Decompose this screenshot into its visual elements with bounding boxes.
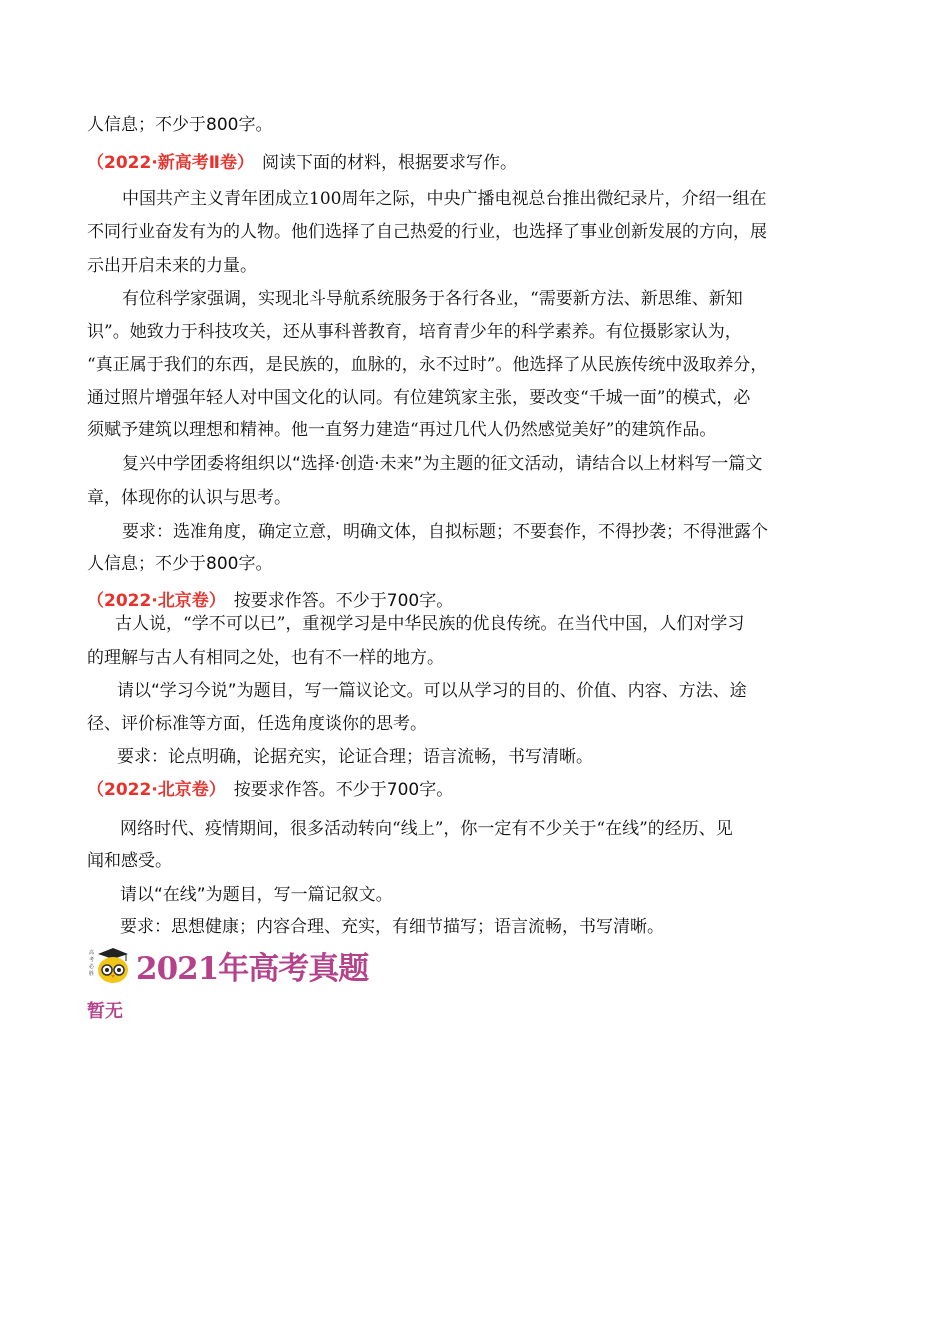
paragraph-line: 请以“在线”为题目，写一篇记叙文。 xyxy=(120,885,393,905)
paragraph-line: 径、评价标准等方面，任选角度谈你的思考。 xyxy=(87,714,427,734)
question-header xyxy=(87,152,877,174)
graduate-owl-logo-icon xyxy=(88,944,138,988)
paragraph-line: 有位科学家强调，实现北斗导航系统服务于各行各业，“需要新方法、新思维、新知 xyxy=(122,289,743,309)
svg-text:高: 高 xyxy=(89,950,95,956)
question-prompt: 按要求作答。不少于700字。 xyxy=(233,780,454,800)
question-source: （2022·新高考Ⅱ卷） xyxy=(87,153,254,173)
paragraph-line: 人信息；不少于800字。 xyxy=(87,115,273,135)
paragraph-line: 中国共产主义青年团成立100周年之际，中央广播电视总台推出微纪录片，介绍一组在 xyxy=(122,189,767,209)
svg-text:考: 考 xyxy=(89,957,95,963)
svg-text:必: 必 xyxy=(89,964,95,970)
paragraph-line: 不同行业奋发有为的人物。他们选择了自己热爱的行业，也选择了事业创新发展的方向，展 xyxy=(87,222,767,242)
paragraph-line: 古人说，“学不可以已”，重视学习是中华民族的优良传统。在当代中国，人们对学习 xyxy=(115,614,745,634)
paragraph-line: 复兴中学团委将组织以“选择·创造·未来”为主题的征文活动，请结合以上材料写一篇文 xyxy=(122,454,763,474)
question-source: （2022·北京卷） xyxy=(87,591,226,611)
paragraph-line: 通过照片增强年轻人对中国文化的认同。有位建筑家主张，要改变“千城一面”的模式，必 xyxy=(87,388,751,408)
question-header xyxy=(87,590,877,612)
paragraph-line: 网络时代、疫情期间，很多活动转向“线上”，你一定有不少关于“在线”的经历、见 xyxy=(120,819,733,839)
paragraph-line: “真正属于我们的东西，是民族的，血脉的，永不过时”。他选择了从民族传统中汲取养分， xyxy=(87,355,768,375)
question-prompt: 阅读下面的材料，根据要求写作。 xyxy=(261,153,517,173)
paragraph-line: 识”。她致力于科技攻关，还从事科普教育，培育青少年的科学素养。有位摄影家认为， xyxy=(87,322,742,342)
paragraph-line: 要求：思想健康；内容合理、充实，有细节描写；语言流畅，书写清晰。 xyxy=(120,917,664,937)
paragraph-line: 的理解与古人有相同之处，也有不一样的地方。 xyxy=(87,648,444,668)
none-label: 暂无 xyxy=(87,1001,123,1022)
question-prompt: 按要求作答。不少于700字。 xyxy=(233,591,454,611)
paragraph-line: 请以“学习今说”为题目，写一篇议论文。可以从学习的目的、价值、内容、方法、途 xyxy=(117,681,747,701)
svg-text:胜: 胜 xyxy=(89,971,95,977)
paragraph-line: 示出开启未来的力量。 xyxy=(87,256,257,276)
question-source: （2022·北京卷） xyxy=(87,780,226,800)
section-title: 2021年高考真题 xyxy=(136,951,369,987)
paragraph-line: 人信息；不少于800字。 xyxy=(87,554,273,574)
paragraph-line: 闻和感受。 xyxy=(87,851,172,871)
paragraph-line: 章，体现你的认识与思考。 xyxy=(87,488,291,508)
section-heading xyxy=(88,944,368,988)
paragraph-line: 须赋予建筑以理想和精神。他一直努力建造“再过几代人仍然感觉美好”的建筑作品。 xyxy=(87,420,717,440)
paragraph-line: 要求：选准角度，确定立意，明确文体，自拟标题；不要套作，不得抄袭；不得泄露个 xyxy=(122,522,768,542)
paragraph-line: 要求：论点明确，论据充实，论证合理；语言流畅，书写清晰。 xyxy=(117,747,593,767)
question-header xyxy=(87,779,877,801)
